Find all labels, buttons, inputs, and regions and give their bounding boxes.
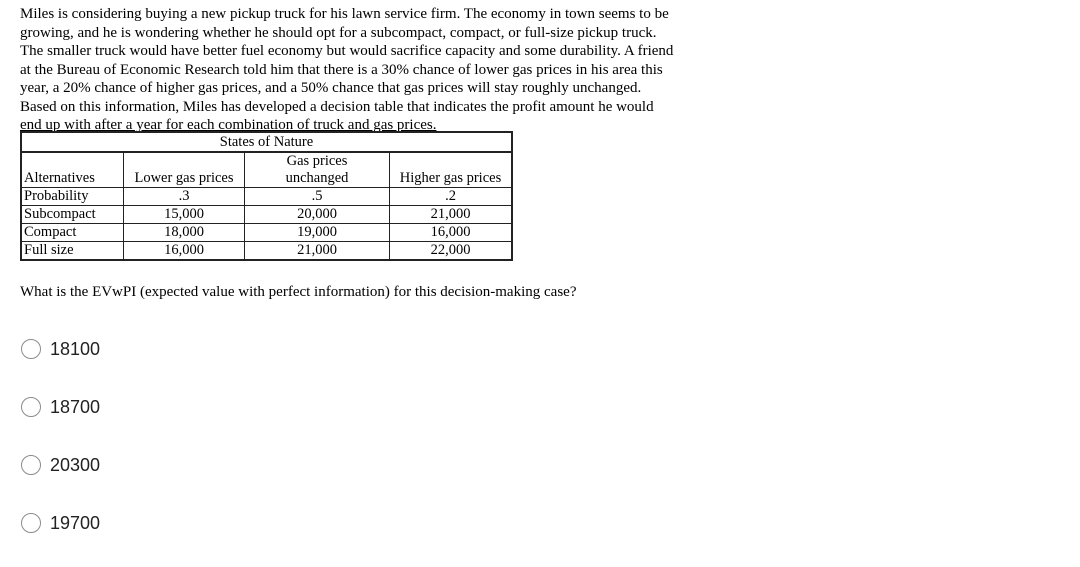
probability-row [21, 188, 512, 206]
radio-button[interactable] [21, 455, 41, 475]
problem-line: Based on this information, Miles has developed a decision table that indicates the profit amount he would [20, 98, 654, 115]
probability-value: .3 [124, 188, 245, 206]
option-label[interactable]: 20300 [50, 454, 101, 475]
problem-line: The smaller truck would have better fuel economy but would sacrifice capacity and some durability. A friend [20, 43, 674, 59]
answer-option[interactable] [21, 509, 100, 537]
answer-option[interactable] [21, 451, 100, 479]
table-cell: 16,000 [124, 242, 245, 261]
problem-line: year, a 20% chance of higher gas prices, and a 50% chance that gas prices will stay roughly unchanged. [20, 80, 642, 96]
table-cell: 22,000 [390, 242, 513, 261]
table-cell: 18,000 [124, 224, 245, 242]
table-row [21, 242, 512, 261]
problem-line: growing, and he is wondering whether he should opt for a subcompact, compact, or full-size pickup truck. [20, 24, 657, 41]
alternative-name: Subcompact [21, 206, 124, 224]
problem-line: Miles is considering buying a new pickup truck for his lawn service firm. The economy in town seems to be [20, 6, 669, 22]
alternatives-header: Alternatives [21, 152, 124, 188]
unchanged-gas-header [245, 152, 390, 188]
option-label[interactable]: 19700 [50, 512, 101, 533]
alternative-name: Full size [24, 242, 74, 258]
states-of-nature-header: States of Nature [21, 132, 512, 152]
table-cell: 16,000 [390, 224, 513, 242]
problem-line: end up with after a year for each combination of truck and gas prices. [20, 117, 437, 133]
alternative-name: Compact [21, 224, 124, 242]
radio-button[interactable] [21, 339, 41, 359]
problem-line: at the Bureau of Economic Research told him that there is a 30% chance of lower gas prices in his area this [20, 61, 663, 78]
unchanged-header-line2: unchanged [285, 170, 349, 186]
radio-button[interactable] [21, 397, 41, 417]
unchanged-header-line1: Gas prices [286, 153, 348, 169]
table-row [21, 224, 512, 242]
option-label[interactable]: 18100 [50, 338, 101, 359]
radio-button[interactable] [21, 513, 41, 533]
decision-table [20, 131, 513, 261]
table-cell: 21,000 [390, 206, 513, 224]
probability-value: .2 [390, 188, 513, 206]
column-header-row [21, 152, 512, 188]
states-header-row [21, 132, 512, 152]
higher-gas-header: Higher gas prices [390, 152, 513, 188]
option-label[interactable]: 18700 [50, 396, 101, 417]
table-cell: 19,000 [245, 224, 390, 242]
table-cell: 21,000 [245, 242, 390, 261]
problem-statement [20, 5, 750, 135]
answer-options [21, 335, 100, 567]
table-row [21, 206, 512, 224]
lower-gas-header: Lower gas prices [124, 152, 245, 188]
table-cell: 15,000 [124, 206, 245, 224]
probability-label: Probability [21, 188, 124, 206]
answer-option[interactable] [21, 335, 100, 363]
table-cell: 20,000 [245, 206, 390, 224]
answer-option[interactable] [21, 393, 100, 421]
question-text: What is the EVwPI (expected value with perfect information) for this decision-making case? [20, 284, 577, 300]
probability-value: .5 [245, 188, 390, 206]
